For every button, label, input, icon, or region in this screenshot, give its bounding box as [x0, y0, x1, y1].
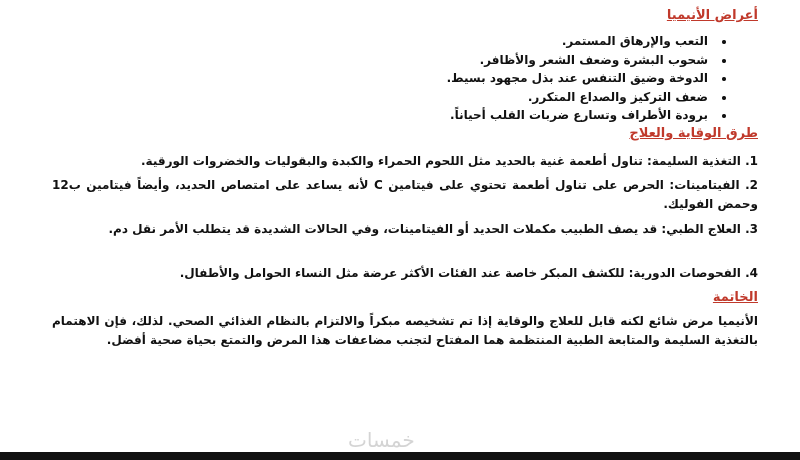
list-item: • ضعف التركيز والصداع المتكرر. — [112, 88, 712, 107]
prevention-item-3 — [52, 220, 758, 239]
conclusion-heading: الخاتمة — [712, 290, 758, 305]
watermark-logo: خمسات — [348, 428, 415, 452]
item-number: 3. — [745, 222, 758, 236]
prevention-item-2 — [52, 176, 758, 214]
item-number: 2. — [745, 178, 758, 192]
prevention-item-4 — [52, 264, 758, 283]
prevention-heading: طرق الوقاية والعلاج — [629, 126, 758, 141]
item-text: العلاج الطبي: قد يصف الطبيب مكملات الحديد أو الفيتامينات، وفي الحالات الشديدة قد يتطلب الأمر نقل دم. — [108, 222, 741, 236]
prevention-item-1 — [52, 152, 758, 171]
list-item: • برودة الأطراف وتسارع ضربات القلب أحياناً. — [112, 106, 712, 125]
item-text: الفيتامينات: الحرص على تناول أطعمة تحتوي على فيتامين C لأنه يساعد على امتصاص الحديد، وأيضاً فيتامين ب12 وحمض الفوليك. — [52, 178, 758, 211]
document-page — [52, 0, 758, 460]
item-text: الفحوصات الدورية: للكشف المبكر خاصة عند الفئات الأكثر عرضة مثل النساء الحوامل والأطفال. — [179, 266, 741, 280]
bottom-divider — [0, 452, 800, 460]
item-number: 1. — [745, 154, 758, 168]
list-item: • التعب والإرهاق المستمر. — [112, 32, 712, 51]
item-number: 4. — [745, 266, 758, 280]
conclusion-text: الأنيميا مرض شائع لكنه قابل للعلاج والوقاية إذا تم تشخيصه مبكراً والالتزام بالنظام الغذائي الصحي. لذلك، فإن الاهتمام بالتغذية السليمة والمتابعة الطبية المنتظمة هما المفتاح لتجنب مضاعفات هذا المرض والتمتع بحياة صحية أفضل. — [52, 314, 758, 347]
list-item: • الدوخة وضيق التنفس عند بذل مجهود بسيط. — [112, 69, 712, 88]
symptoms-heading: أعراض الأنيميا — [666, 8, 758, 23]
item-text: التغذية السليمة: تناول أطعمة غنية بالحديد مثل اللحوم الحمراء والكبدة والبقوليات والخضروات الورقية. — [140, 154, 741, 168]
list-item: • شحوب البشرة وضعف الشعر والأظافر. — [112, 51, 712, 70]
symptoms-list — [112, 32, 730, 125]
